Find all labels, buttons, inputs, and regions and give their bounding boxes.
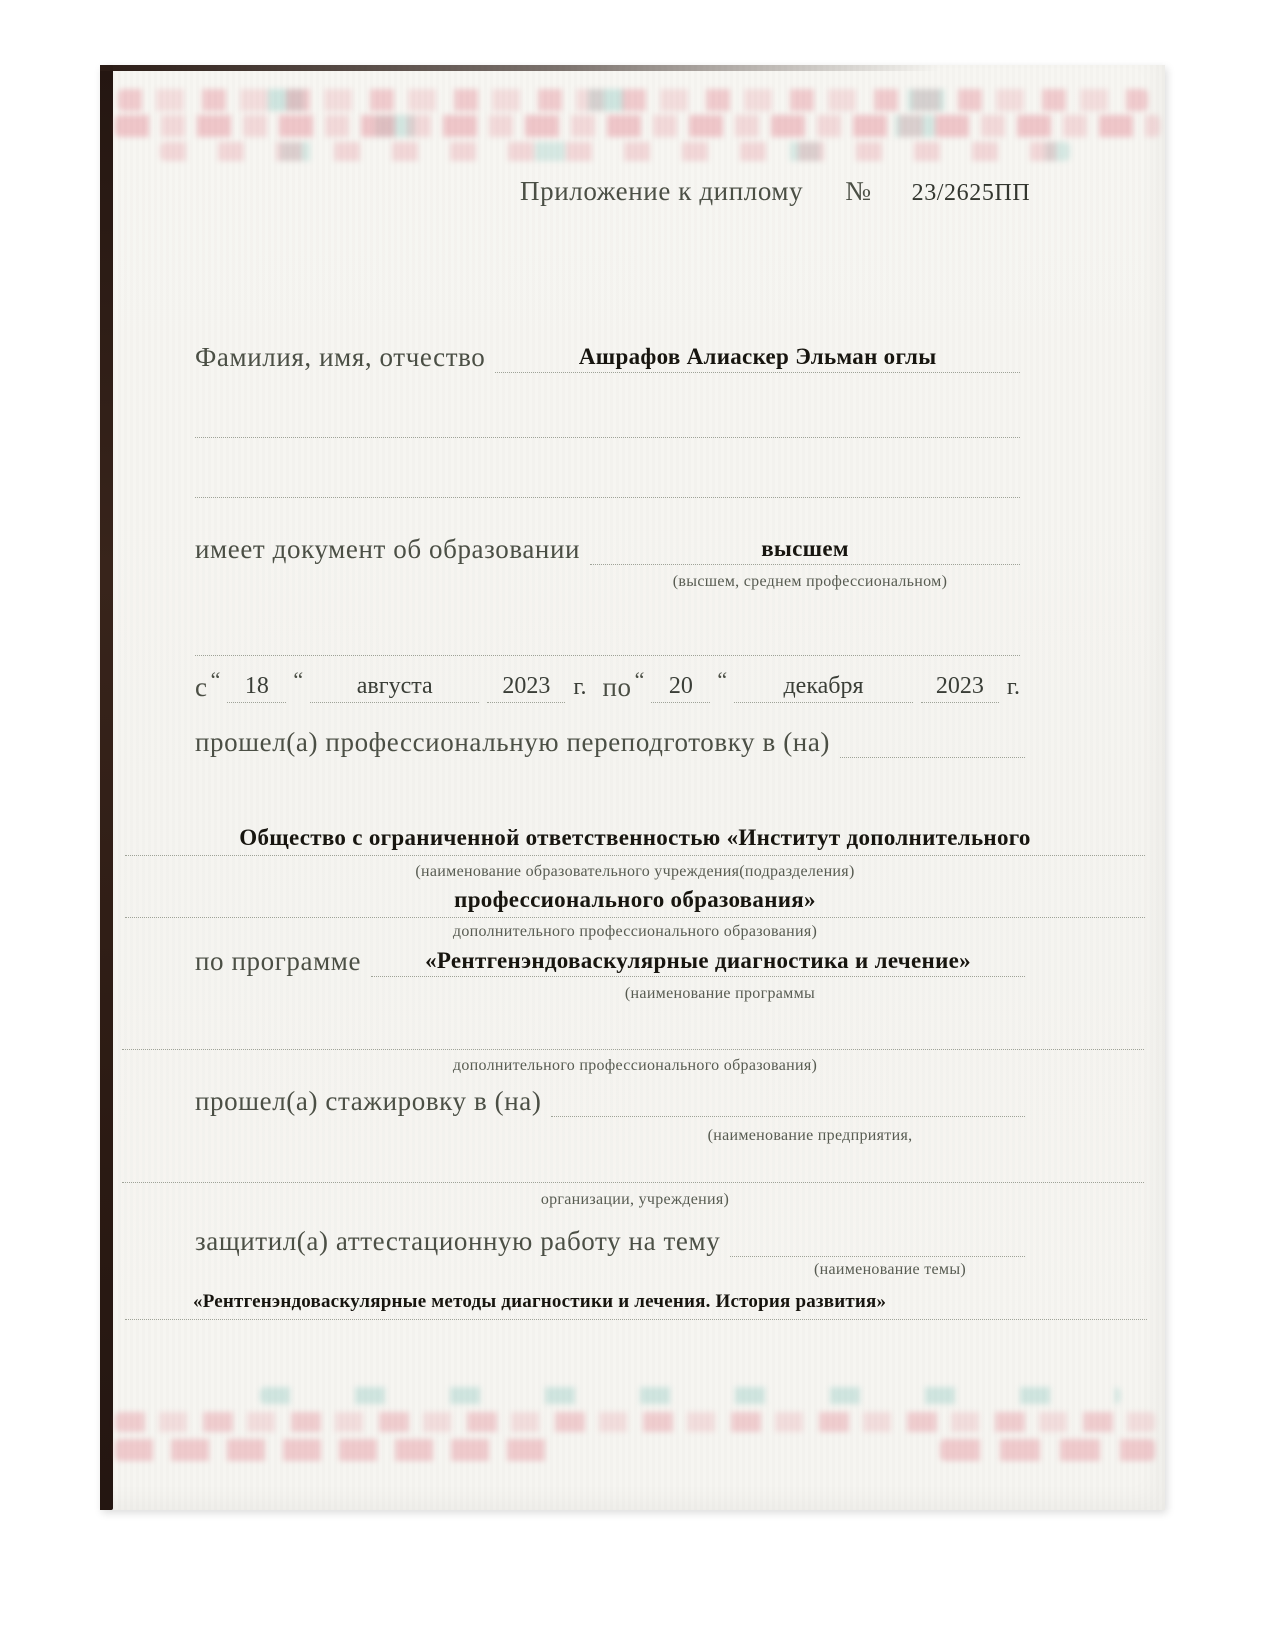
internship-note2: организации, учреждения) [540,1191,730,1208]
period-from-year-suffix: г. [573,674,587,700]
program-value: «Рентгенэндоваскулярные диагностика и лечение» [425,947,971,973]
bleedthrough-print-top-row2 [115,115,1160,137]
bleedthrough-print-bottom-row3-left [115,1439,560,1461]
empty-line-4 [122,1049,1144,1050]
internship-row [195,1087,1025,1117]
period-from-year: 2023 [487,673,565,703]
thesis-value-wrap [125,1291,1147,1320]
retraining-row [195,728,1025,758]
period-from-month: августа [310,673,479,703]
name-label: Фамилия, имя, отчество [195,342,486,372]
thesis-field-line [730,1254,1025,1257]
thesis-value: «Рентгенэндоваскулярные методы диагностики и лечения. История развития» [193,1291,887,1312]
period-to-label: по [602,672,632,703]
internship-note1: (наименование предприятия, [707,1127,913,1144]
name-field-line [495,344,1020,373]
thesis-label: защитил(а) аттестационную работу на тему [195,1226,721,1256]
retraining-label: прошел(а) профессиональную переподготовку в (на) [195,727,831,757]
bleedthrough-print-top-row3 [160,142,1070,161]
retraining-field-line [840,755,1025,758]
close-quote-mark: “ [293,667,304,692]
document-header [520,177,1030,207]
period-from-label: с [195,672,208,703]
name-row [195,343,1020,373]
thesis-row [195,1227,1025,1257]
close-quote-mark: “ [717,667,728,692]
bleedthrough-print-bottom-row1 [260,1387,1120,1404]
period-from-day: 18 [227,673,286,703]
program-note2: дополнительного профессионального образования) [452,1057,818,1074]
document-number: 23/2625ПП [911,180,1031,206]
empty-line-1 [195,437,1020,438]
program-field-line [371,948,1025,977]
education-row [195,535,1020,565]
institution-line1: Общество с ограниченной ответственностью «Институт дополнительного [239,825,1031,850]
internship-field-line [551,1114,1025,1117]
number-sign: № [845,176,872,206]
period-to-year: 2023 [921,673,999,703]
education-label: имеет документ об образовании [195,534,581,564]
education-value: высшем [761,535,849,561]
institution-note2: дополнительного профессионального образования) [452,923,818,940]
bleedthrough-print-bottom-row2 [115,1412,1155,1432]
education-field-line [590,536,1020,565]
document-title: Приложение к диплому [520,176,804,206]
program-label: по программе [195,946,362,976]
empty-line-3 [195,655,1020,656]
institution-note1: (наименование образовательного учреждения(подразделения) [415,863,855,880]
period-to-month: декабря [734,673,913,703]
period-row [195,667,1020,703]
bleedthrough-print-bottom-row3-right [940,1439,1155,1461]
institution-line2-wrap [125,887,1145,918]
internship-label: прошел(а) стажировку в (на) [195,1086,542,1116]
period-to-year-suffix: г. [1006,674,1020,700]
empty-line-2 [195,497,1020,498]
bleedthrough-print-top-row1 [118,89,1148,111]
thesis-note: (наименование темы) [813,1261,966,1278]
education-note: (высшем, среднем профессиональном) [672,573,948,590]
open-quote-mark: “ [634,667,645,692]
name-value: Ашрафов Алиаскер Эльман оглы [578,343,937,369]
open-quote-mark: “ [210,667,221,692]
institution-line2: профессионального образования» [454,887,816,912]
scan-edge-left [100,65,113,1510]
scanned-document-page [100,65,1165,1510]
program-row [195,947,1025,977]
empty-line-5 [122,1182,1144,1183]
institution-line1-wrap [125,825,1145,856]
program-note1: (наименование программы [624,985,816,1002]
scan-edge-top [100,65,940,71]
period-to-day: 20 [651,673,710,703]
